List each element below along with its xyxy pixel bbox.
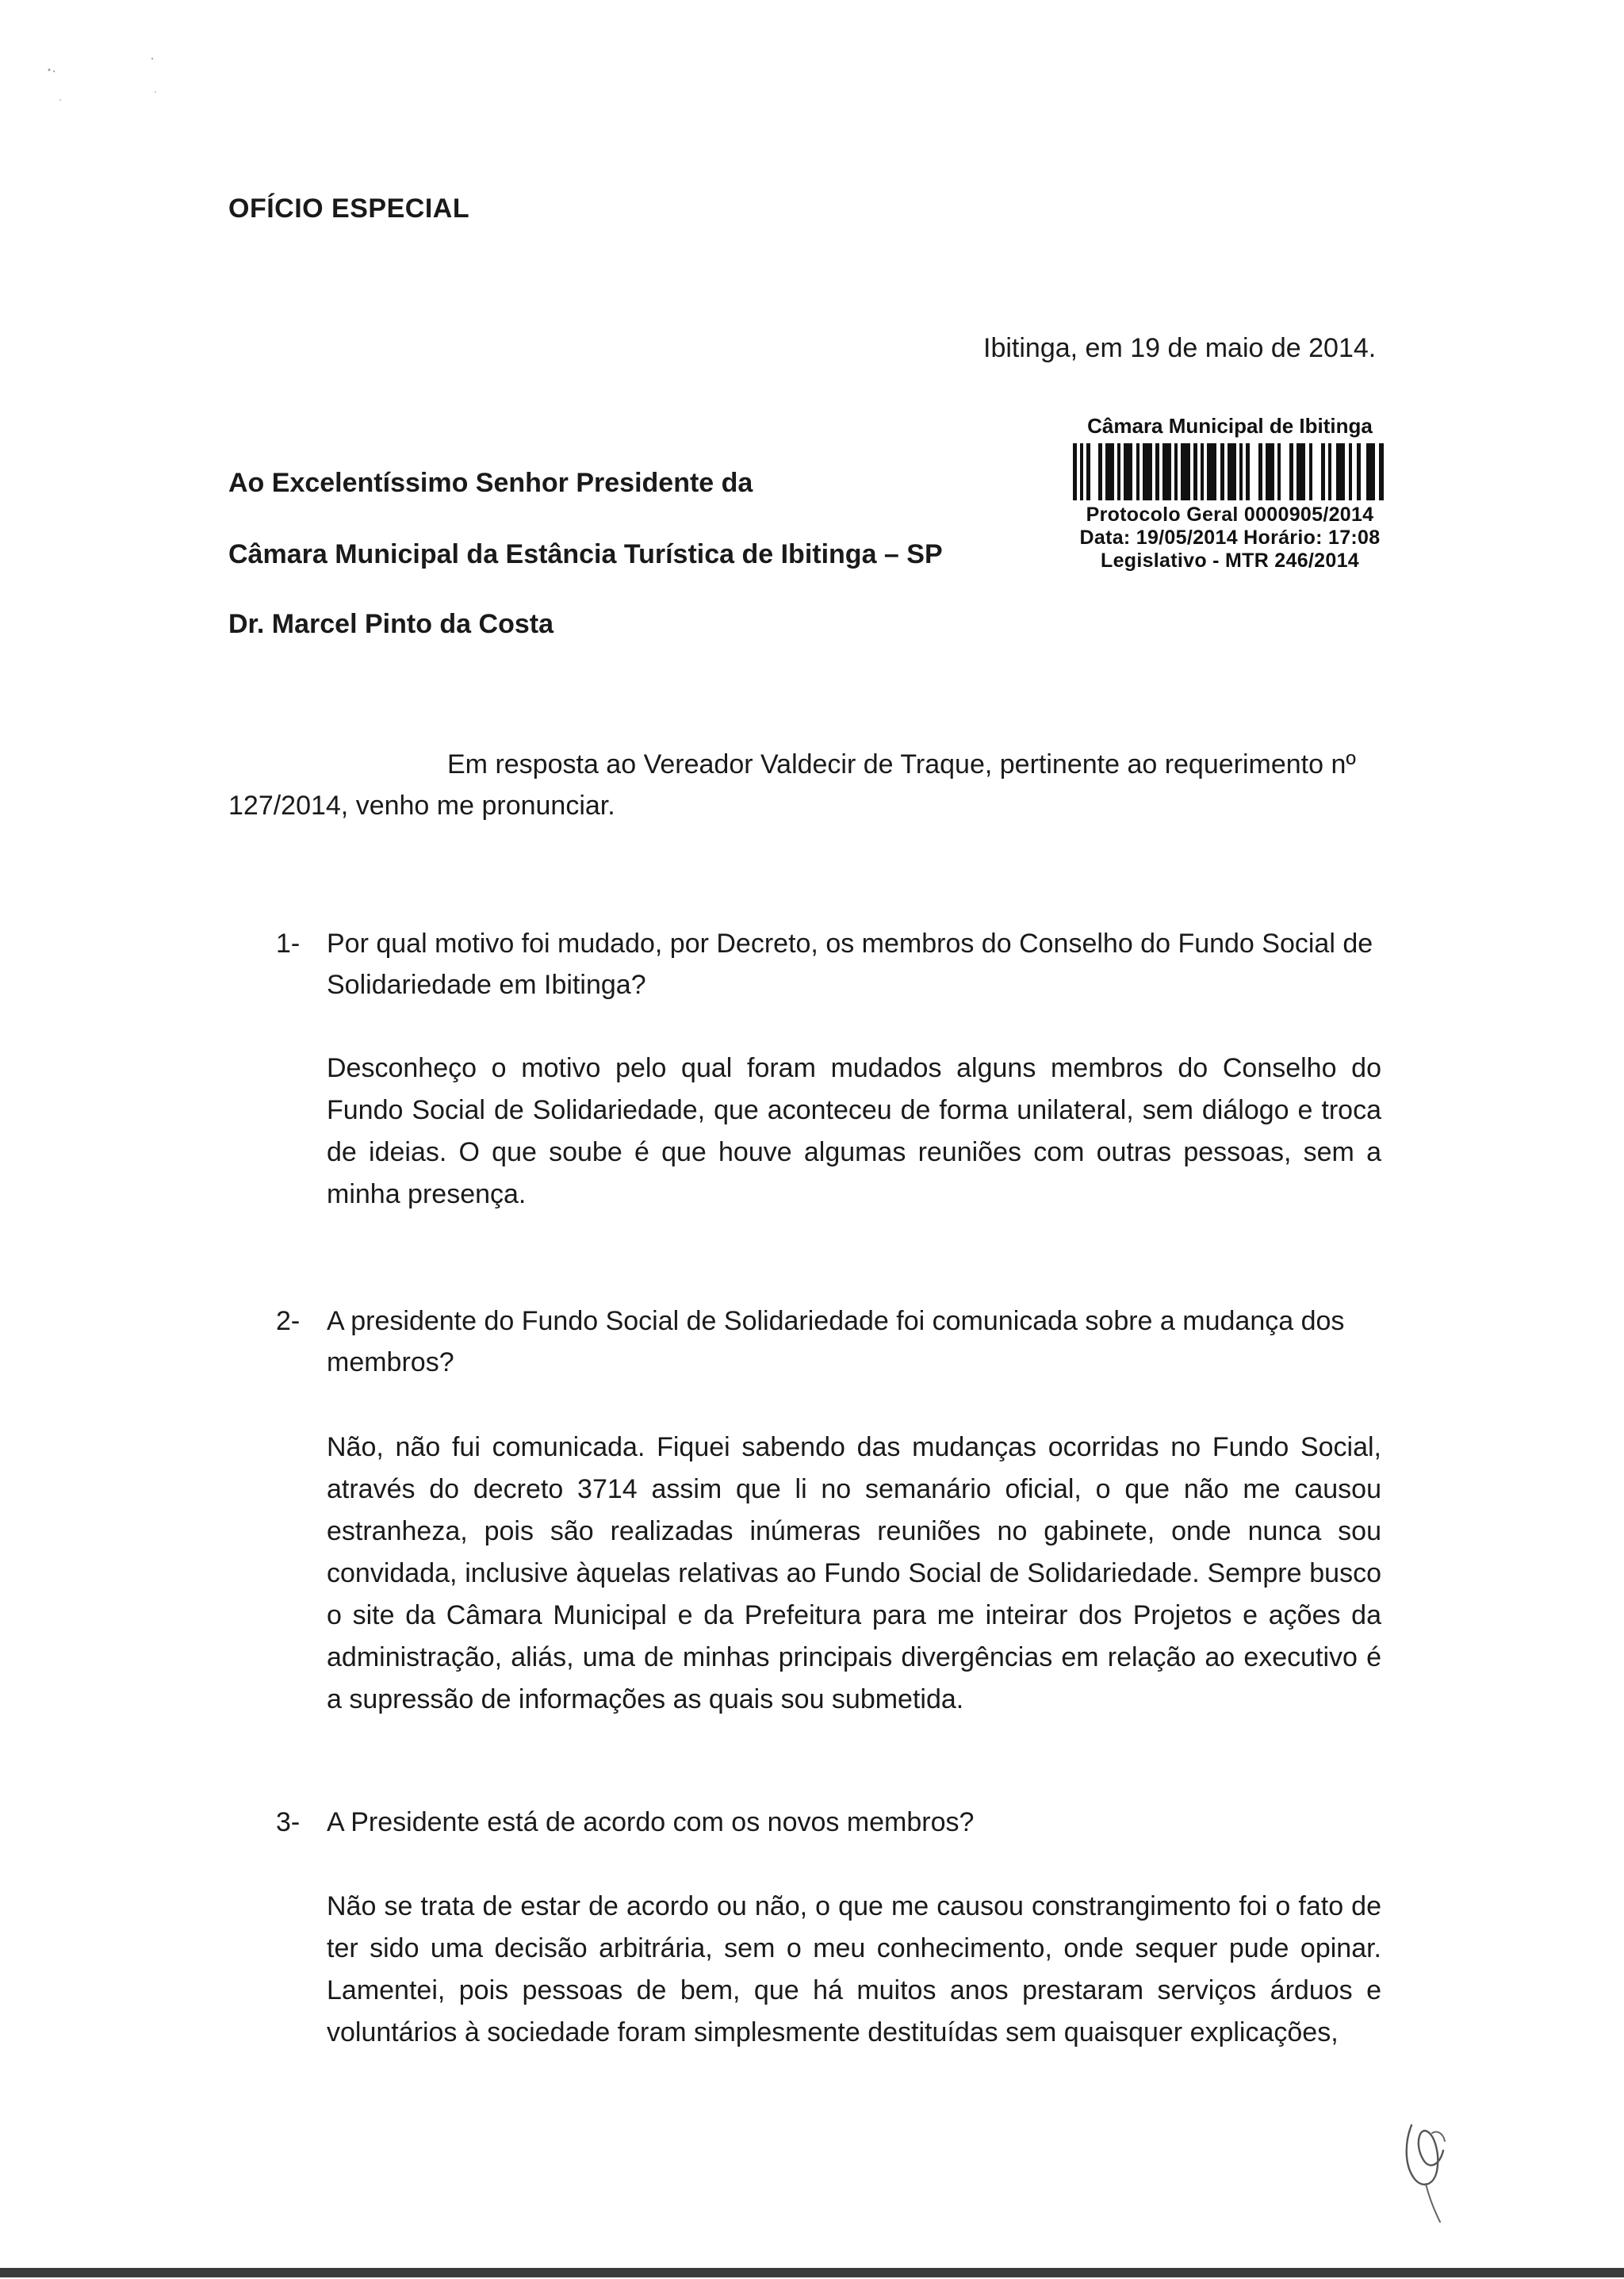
protocol-stamp [1067, 414, 1392, 573]
answer-3: Não se trata de estar de acordo ou não, o que me causou constrangimento foi o fato de ter sido uma decisão arbitrária, sem o meu conhecimento, onde sequer pude opinar. Lamentei, pois pessoas de bem, que há muitos anos prestaram serviços árduos e voluntários à sociedade foram simplesmente destituídas sem quaisquer explicações, [327, 1891, 1381, 2047]
signature-mark [1388, 2109, 1483, 2228]
stamp-datetime: Data: 19/05/2014 Horário: 17:08 [1079, 527, 1381, 549]
question-number: 1- [276, 929, 301, 959]
answer-2: Não, não fui comunicada. Fiquei sabendo das mudanças ocorridas no Fundo Social, através do decreto 3714 assim que li no semanário oficial, o que não me causou estranheza, pois são realizadas inúmeras reuniões no gabinete, onde nunca sou convidada, inclusive àquelas relativas ao Fundo Social de Solidariedade. Sempre busco o site da Câmara Municipal e da Prefeitura para me inteirar dos Projetos e ações da administração, aliás, uma de minhas principais divergências em relação ao executivo é a supressão de informações as quais sou submetida. [327, 1432, 1381, 1714]
intro-line-2: 127/2014, venho me pronunciar. [228, 791, 615, 821]
question-text: Por qual motivo foi mudado, por Decreto, os membros do Conselho do Fundo Social de Solidariedade em Ibitinga? [327, 929, 1373, 1000]
stamp-protocol: Protocolo Geral 0000905/2014 [1086, 504, 1374, 526]
stamp-organization: Câmara Municipal de Ibitinga [1087, 414, 1373, 438]
document-title: OFÍCIO ESPECIAL [228, 193, 470, 224]
scan-edge [0, 2268, 1624, 2277]
question-text: A Presidente está de acordo com os novos membros? [327, 1807, 975, 1837]
dateline: Ibitinga, em 19 de maio de 2014. [983, 333, 1377, 363]
question-number: 3- [276, 1807, 301, 1837]
intro-line-1: Em resposta ao Vereador Valdecir de Traque, pertinente ao requerimento nº [447, 749, 1356, 779]
intro-paragraph [228, 744, 1378, 826]
addressee-line-1: Ao Excelentíssimo Senhor Presidente da [228, 468, 753, 498]
scan-specks [40, 48, 167, 111]
barcode-icon [1071, 443, 1388, 500]
addressee-line-2: Câmara Municipal da Estância Turística de Ibitinga – SP [228, 539, 943, 569]
question-text: A presidente do Fundo Social de Solidariedade foi comunicada sobre a mudança dos membros? [327, 1306, 1345, 1377]
stamp-register: Legislativo - MTR 246/2014 [1101, 550, 1359, 572]
question-number: 2- [276, 1306, 301, 1336]
answer-1: Desconheço o motivo pelo qual foram mudados alguns membros do Conselho do Fundo Social de Solidariedade, que aconteceu de forma unilateral, sem diálogo e troca de ideias. O que soube é que houve algumas reuniões com outras pessoas, sem a minha presença. [327, 1053, 1381, 1209]
addressee-line-3: Dr. Marcel Pinto da Costa [228, 609, 553, 639]
